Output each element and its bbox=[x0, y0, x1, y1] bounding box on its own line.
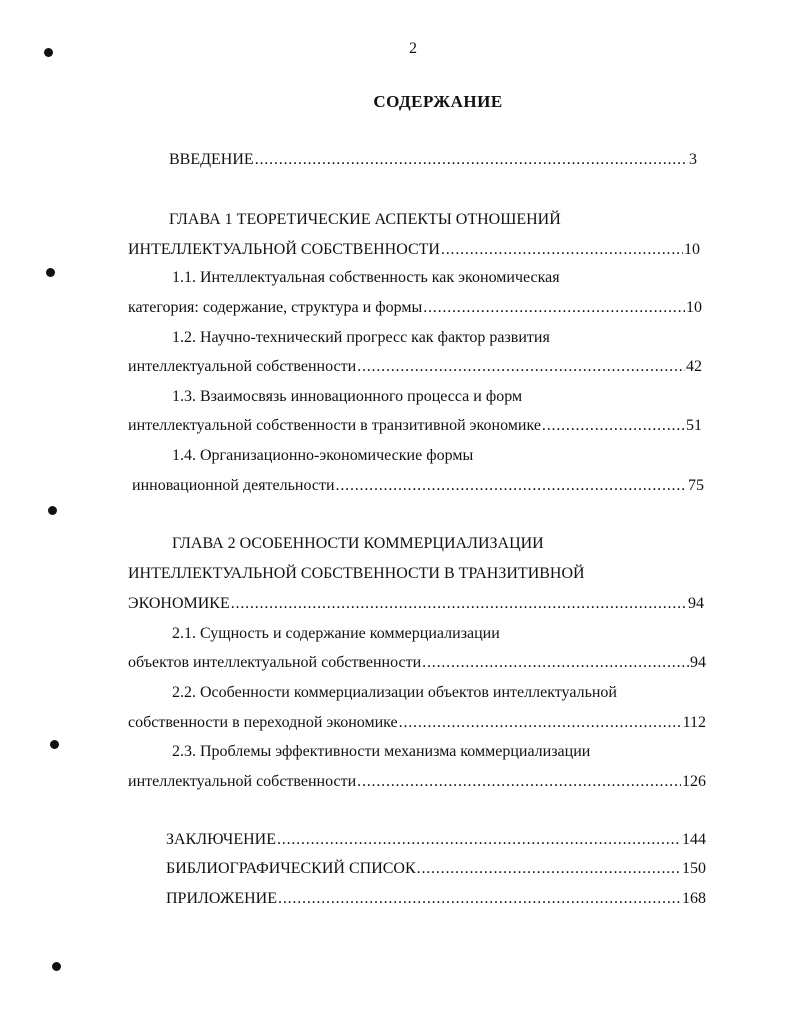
dot-leader bbox=[277, 830, 681, 850]
section-heading: 1.2. Научно-технический прогресс как фактор развития bbox=[172, 329, 550, 346]
toc-entry-page: 150 bbox=[682, 860, 706, 877]
toc-entry-text: ИНТЕЛЛЕКТУАЛЬНОЙ СОБСТВЕННОСТИ bbox=[128, 241, 440, 258]
section-heading: 2.3. Проблемы эффективности механизма коммерциализации bbox=[172, 743, 591, 760]
section-heading: 2.1. Сущность и содержание коммерциализации bbox=[172, 625, 500, 642]
toc-entry-page: 126 bbox=[682, 773, 706, 790]
toc-entry-page: 3 bbox=[689, 151, 697, 168]
chapter-heading: ГЛАВА 2 ОСОБЕННОСТИ КОММЕРЦИАЛИЗАЦИИ bbox=[172, 535, 544, 552]
page-title: СОДЕРЖАНИЕ bbox=[373, 92, 503, 111]
toc-entry-text: интеллектуальной собственности в транзитивной экономике bbox=[128, 417, 541, 434]
dot-leader bbox=[441, 240, 683, 260]
toc-entry-text: ЗАКЛЮЧЕНИЕ bbox=[166, 831, 276, 848]
toc-entry-text: объектов интеллектуальной собственности bbox=[128, 654, 422, 671]
dot-leader bbox=[278, 889, 681, 909]
toc-entry-text: интеллектуальной собственности bbox=[128, 358, 357, 375]
page-number: 2 bbox=[409, 40, 417, 57]
toc-entry-page: 42 bbox=[686, 358, 702, 375]
binder-hole-mark bbox=[46, 268, 55, 277]
toc-entry-section bbox=[128, 298, 702, 318]
toc-entry-appendix bbox=[166, 889, 706, 909]
toc-entry-text: категория: содержание, структура и формы bbox=[128, 299, 423, 316]
toc-entry-page: 144 bbox=[682, 831, 706, 848]
dot-leader bbox=[231, 594, 687, 614]
dot-leader bbox=[399, 713, 682, 733]
binder-hole-mark bbox=[48, 506, 57, 515]
dot-leader bbox=[417, 859, 681, 879]
toc-entry-page: 94 bbox=[688, 595, 704, 612]
toc-entry-page: 10 bbox=[684, 241, 700, 258]
section-heading: 1.1. Интеллектуальная собственность как экономическая bbox=[172, 269, 560, 286]
toc-entry-section bbox=[128, 416, 702, 436]
toc-entry-text: ПРИЛОЖЕНИЕ bbox=[166, 890, 278, 907]
toc-entry-page: 112 bbox=[682, 714, 706, 731]
toc-entry-chapter2 bbox=[128, 594, 704, 614]
dot-leader bbox=[336, 476, 687, 496]
toc-entry-section bbox=[132, 476, 704, 496]
toc-entry-page: 51 bbox=[686, 417, 702, 434]
dot-leader bbox=[422, 653, 689, 673]
section-heading: 1.3. Взаимосвязь инновационного процесса и форм bbox=[172, 388, 523, 405]
dot-leader bbox=[357, 357, 685, 377]
toc-entry-section bbox=[128, 772, 706, 792]
toc-entry-section bbox=[128, 653, 706, 673]
toc-entry-page: 94 bbox=[690, 654, 706, 671]
dot-leader bbox=[255, 150, 688, 170]
toc-entry-text: собственности в переходной экономике bbox=[128, 714, 398, 731]
toc-entry-text: инновационной деятельности bbox=[132, 477, 335, 494]
toc-entry-conclusion bbox=[166, 830, 706, 850]
binder-hole-mark bbox=[50, 740, 59, 749]
chapter-heading: ИНТЕЛЛЕКТУАЛЬНОЙ СОБСТВЕННОСТИ В ТРАНЗИТИВНОЙ bbox=[128, 565, 585, 582]
toc-entry-bibliography bbox=[166, 859, 706, 879]
toc-entry-text: БИБЛИОГРАФИЧЕСКИЙ СПИСОК bbox=[166, 860, 416, 877]
toc-entry-page: 75 bbox=[688, 477, 704, 494]
toc-entry-chapter1 bbox=[128, 240, 700, 260]
toc-entry-page: 10 bbox=[686, 299, 702, 316]
toc-entry-text: ВВЕДЕНИЕ bbox=[169, 151, 254, 168]
toc-entry-intro bbox=[169, 150, 697, 170]
dot-leader bbox=[423, 298, 685, 318]
toc-entry-text: интеллектуальной собственности bbox=[128, 773, 357, 790]
dot-leader bbox=[357, 772, 681, 792]
section-heading: 1.4. Организационно-экономические формы bbox=[172, 447, 474, 464]
section-heading: 2.2. Особенности коммерциализации объектов интеллектуальной bbox=[172, 684, 617, 701]
dot-leader bbox=[542, 416, 685, 436]
toc-entry-page: 168 bbox=[682, 890, 706, 907]
chapter-heading: ГЛАВА 1 ТЕОРЕТИЧЕСКИЕ АСПЕКТЫ ОТНОШЕНИЙ bbox=[169, 211, 561, 228]
toc-entry-section bbox=[128, 713, 706, 733]
toc-entry-text: ЭКОНОМИКЕ bbox=[128, 595, 230, 612]
binder-hole-mark bbox=[52, 962, 61, 971]
toc-entry-section bbox=[128, 357, 702, 377]
